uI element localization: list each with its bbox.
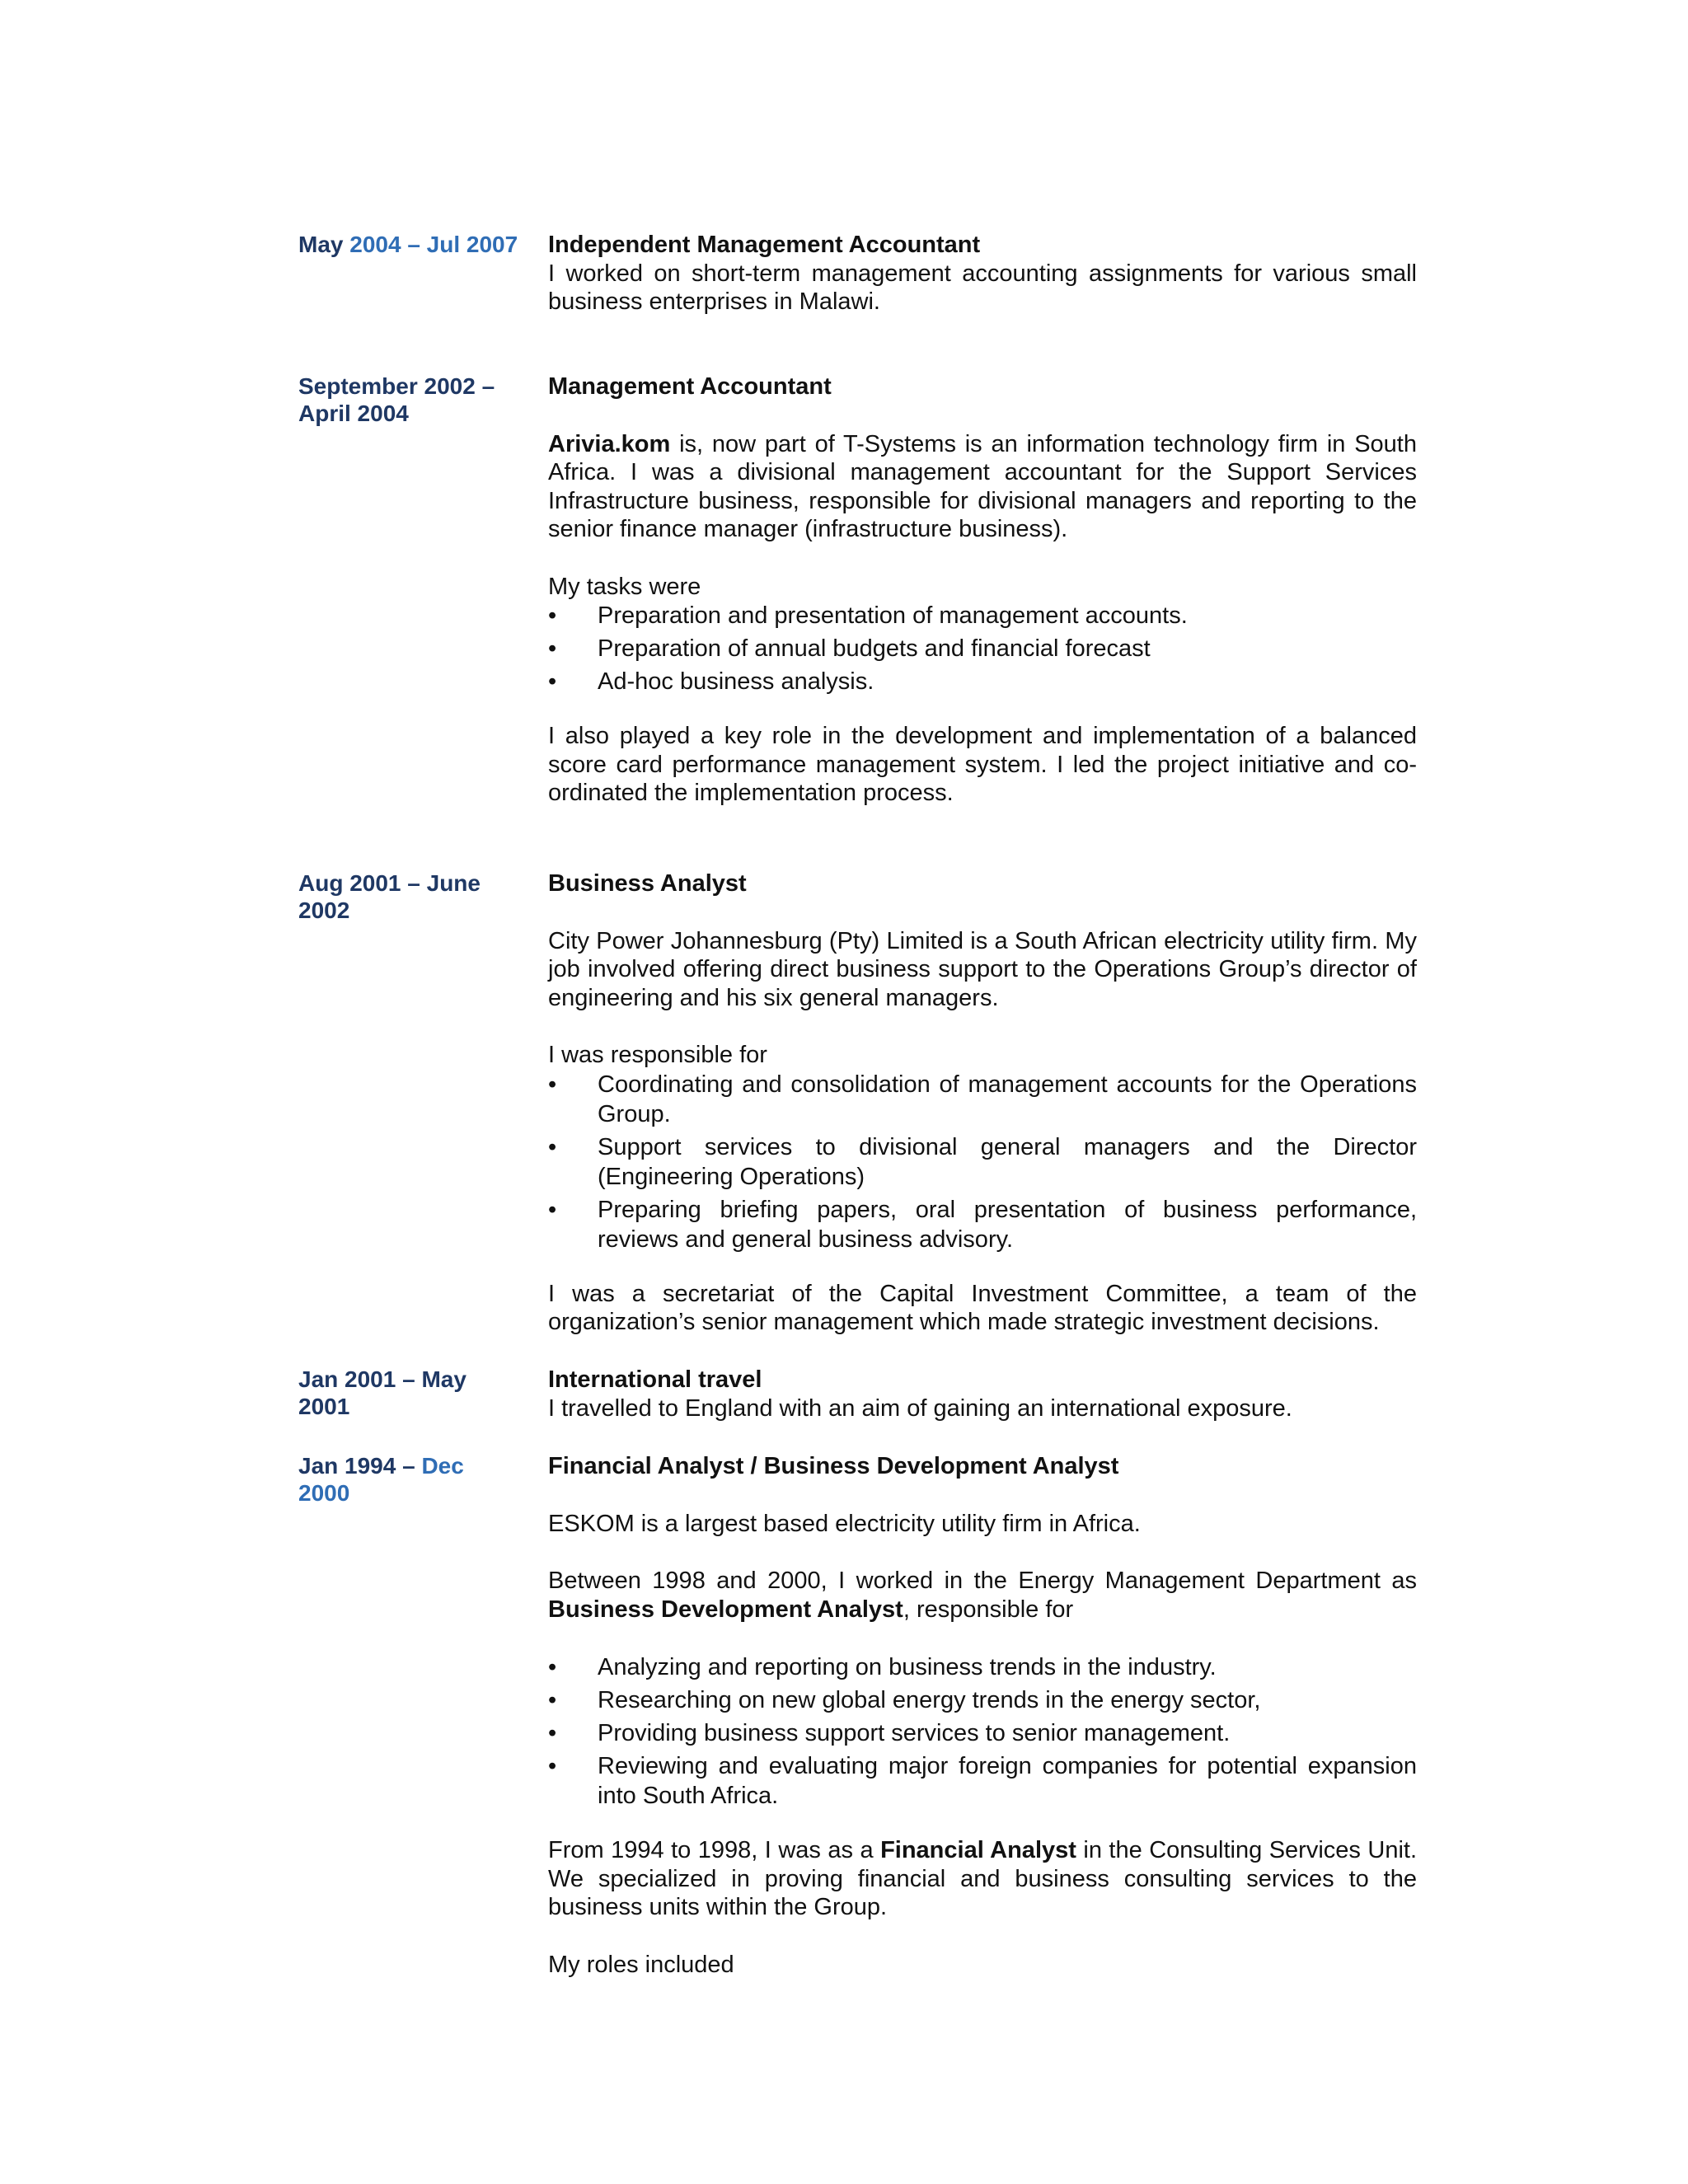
job-title: Business Analyst — [548, 870, 747, 897]
date-start: Jan 1994 – — [298, 1453, 422, 1479]
role-name: Financial Analyst — [880, 1837, 1076, 1863]
date-end: Dec 2000 — [298, 1453, 464, 1506]
list-item: • Preparation and presentation of management accounts. — [548, 601, 1417, 630]
entry-date: September 2002 – April 2004 — [298, 373, 495, 426]
role-paragraph: Between 1998 and 2000, I worked in the Energy Management Department as Business Development Analyst, responsible for — [548, 1568, 1417, 1623]
list-item: • Researching on new global energy trends in the energy sector, — [548, 1685, 1417, 1715]
job-title: Independent Management Accountant — [548, 232, 981, 258]
list-item: • Reviewing and evaluating major foreign companies for potential expansion into South Africa. — [548, 1751, 1417, 1811]
job-title: International travel — [548, 1366, 762, 1393]
job-title: Financial Analyst / Business Development Analyst — [548, 1453, 1119, 1479]
responsibility-list — [548, 1070, 1417, 1254]
job-title: Management Accountant — [548, 373, 832, 400]
roles-intro: My roles included — [548, 1951, 734, 1978]
list-item: • Providing business support services to senior management. — [548, 1718, 1417, 1748]
responsibilities-intro: I was responsible for — [548, 1042, 767, 1068]
list-item: • Preparing briefing papers, oral presentation of business performance, reviews and general business advisory. — [548, 1195, 1417, 1254]
company-name: Arivia.kom — [548, 430, 671, 457]
entry-content — [548, 1452, 1417, 1979]
list-item: • Analyzing and reporting on business trends in the industry. — [548, 1652, 1417, 1682]
entry-content — [548, 1366, 1417, 1422]
closing-paragraph: I was a secretariat of the Capital Investment Committee, a team of the organization’s senior management which made strategic investment decisions. — [548, 1280, 1417, 1335]
task-list — [548, 601, 1417, 696]
date-start-month: May — [298, 232, 350, 257]
company-paragraph: City Power Johannesburg (Pty) Limited is a South African electricity utility firm. My job involved offering direct business support to the Operations Group’s director of engineering and his six general managers. — [548, 927, 1417, 1011]
responsibility-list — [548, 1652, 1417, 1811]
company-paragraph: Arivia.kom is, now part of T-Systems is an information technology firm in South Africa. I was a divisional management accountant for the Support Services Infrastructure business, responsible for divisional managers and reporting to the senior finance manager (infrastructure business). — [548, 430, 1417, 542]
entry-date — [298, 1452, 521, 1507]
date-range: 2004 – Jul 2007 — [349, 232, 518, 257]
entry-content — [548, 373, 1417, 808]
role-name: Business Development Analyst — [548, 1596, 903, 1623]
entry-date: Jan 2001 – May 2001 — [298, 1366, 467, 1419]
tasks-intro: My tasks were — [548, 573, 701, 600]
list-item: • Coordinating and consolidation of management accounts for the Operations Group. — [548, 1070, 1417, 1129]
job-description: I worked on short-term management accounting assignments for various small business enterprises in Malawi. — [548, 260, 1417, 315]
entry-date — [298, 231, 521, 258]
entry-content — [548, 231, 1417, 316]
job-description: I travelled to England with an aim of gaining an international exposure. — [548, 1394, 1292, 1422]
closing-paragraph: I also played a key role in the development and implementation of a balanced score card performance management system. I led the project initiative and co-ordinated the implementation process. — [548, 723, 1417, 806]
entry-content — [548, 869, 1417, 1337]
analyst-paragraph: From 1994 to 1998, I was as a Financial Analyst in the Consulting Services Unit. We specialized in proving financial and business consulting services to the business units within the Group. — [548, 1837, 1418, 1920]
entry-date: Aug 2001 – June 2002 — [298, 870, 481, 923]
company-paragraph: ESKOM is a largest based electricity utility firm in Africa. — [548, 1510, 1141, 1537]
list-item: • Preparation of annual budgets and financial forecast — [548, 634, 1417, 663]
list-item: • Support services to divisional general managers and the Director (Engineering Operations) — [548, 1132, 1417, 1192]
list-item: • Ad-hoc business analysis. — [548, 667, 1417, 696]
